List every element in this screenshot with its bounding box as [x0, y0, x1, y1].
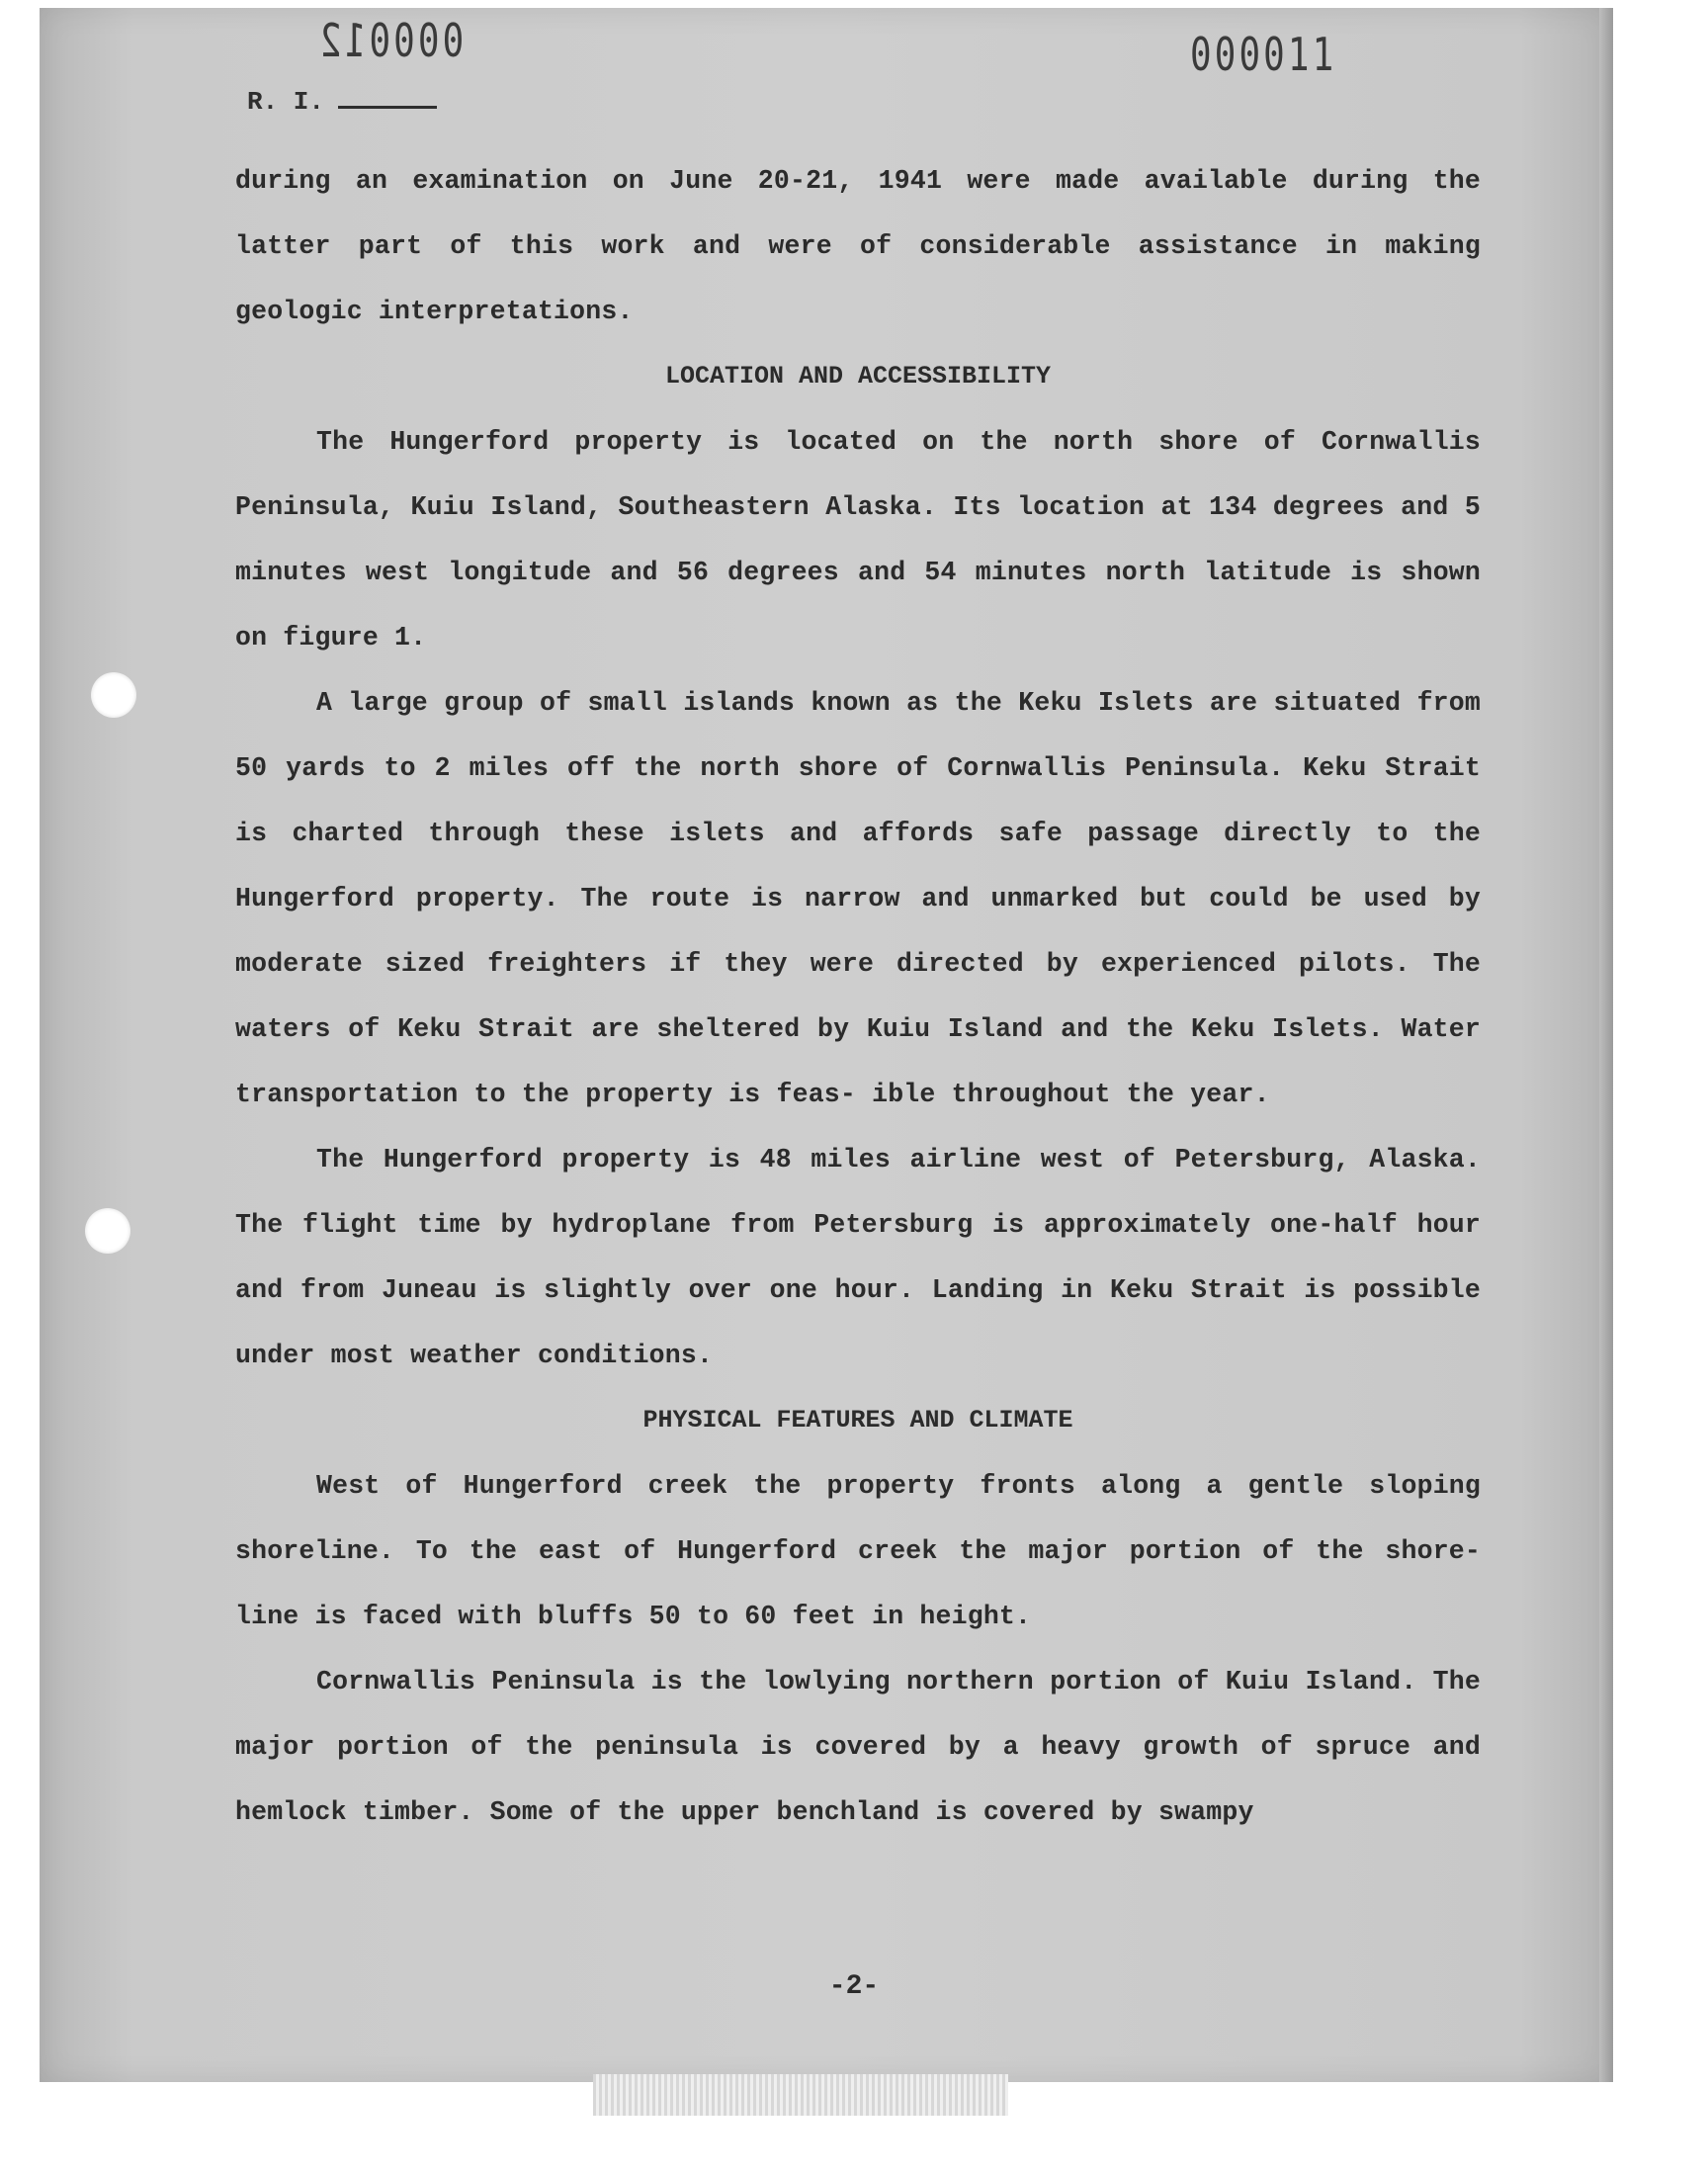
- intro-paragraph: during an examination on June 20-21, 1941 were made available during the latter part of this work and were of considerable assistance in making geologic interpretations.: [235, 166, 1481, 326]
- paragraph: A large group of small islands known as the Keku Islets are situated from 50 yards to 2 miles off the north shore of Cornwallis Peninsula. Keku Strait is charted through these islets and affords safe passage directly to the Hungerford property. The route is narrow and unmarked but could be used by moderate sized freighters if they were directed by experienced pilots. The waters of Keku Strait are sheltered by Kuiu Island and the Keku Islets. Water transportation to the property is feas- ible throughout the year.: [235, 688, 1481, 1109]
- page-number: -2-: [828, 1971, 880, 2002]
- section-heading-location: LOCATION AND ACCESSIBILITY: [664, 362, 1052, 391]
- page-edge-shadow: [1599, 8, 1613, 2082]
- stamp-number-top-right: 000011: [1190, 28, 1337, 81]
- punch-hole: [85, 1208, 130, 1254]
- paragraph: Cornwallis Peninsula is the lowlying northern portion of Kuiu Island. The major portion of the peninsula is covered by a heavy growth of spruce and hemlock timber. Some of the upper benchland is covered by swampy: [235, 1667, 1481, 1827]
- body-text: [235, 148, 1481, 1845]
- paragraph: The Hungerford property is 48 miles airline west of Petersburg, Alaska. The flight time by hydroplane from Petersburg is approximately one-half hour and from Juneau is slightly over one hour. Landing in Keku Strait is possible under most weather conditions.: [235, 1145, 1481, 1370]
- report-identifier: [247, 87, 437, 117]
- section-heading-physical: PHYSICAL FEATURES AND CLIMATE: [642, 1406, 1073, 1435]
- punch-hole: [91, 672, 136, 718]
- ri-label: R. I.: [247, 87, 325, 117]
- ri-blank-line: [338, 106, 437, 109]
- paragraph: The Hungerford property is located on the north shore of Cornwallis Peninsula, Kuiu Island, Southeastern Alaska. Its location at 134 degrees and 5 minutes west longitude and 56 degrees and 54 minutes north latitude is shown on figure 1.: [235, 427, 1481, 652]
- scan-artifact-strip: [593, 2074, 1008, 2116]
- paragraph: West of Hungerford creek the property fronts along a gentle sloping shoreline. To the east of Hungerford creek the major portion of the shore- line is faced with bluffs 50 to 60 feet in height.: [235, 1471, 1481, 1631]
- stamp-number-top-left: 000012: [316, 14, 465, 67]
